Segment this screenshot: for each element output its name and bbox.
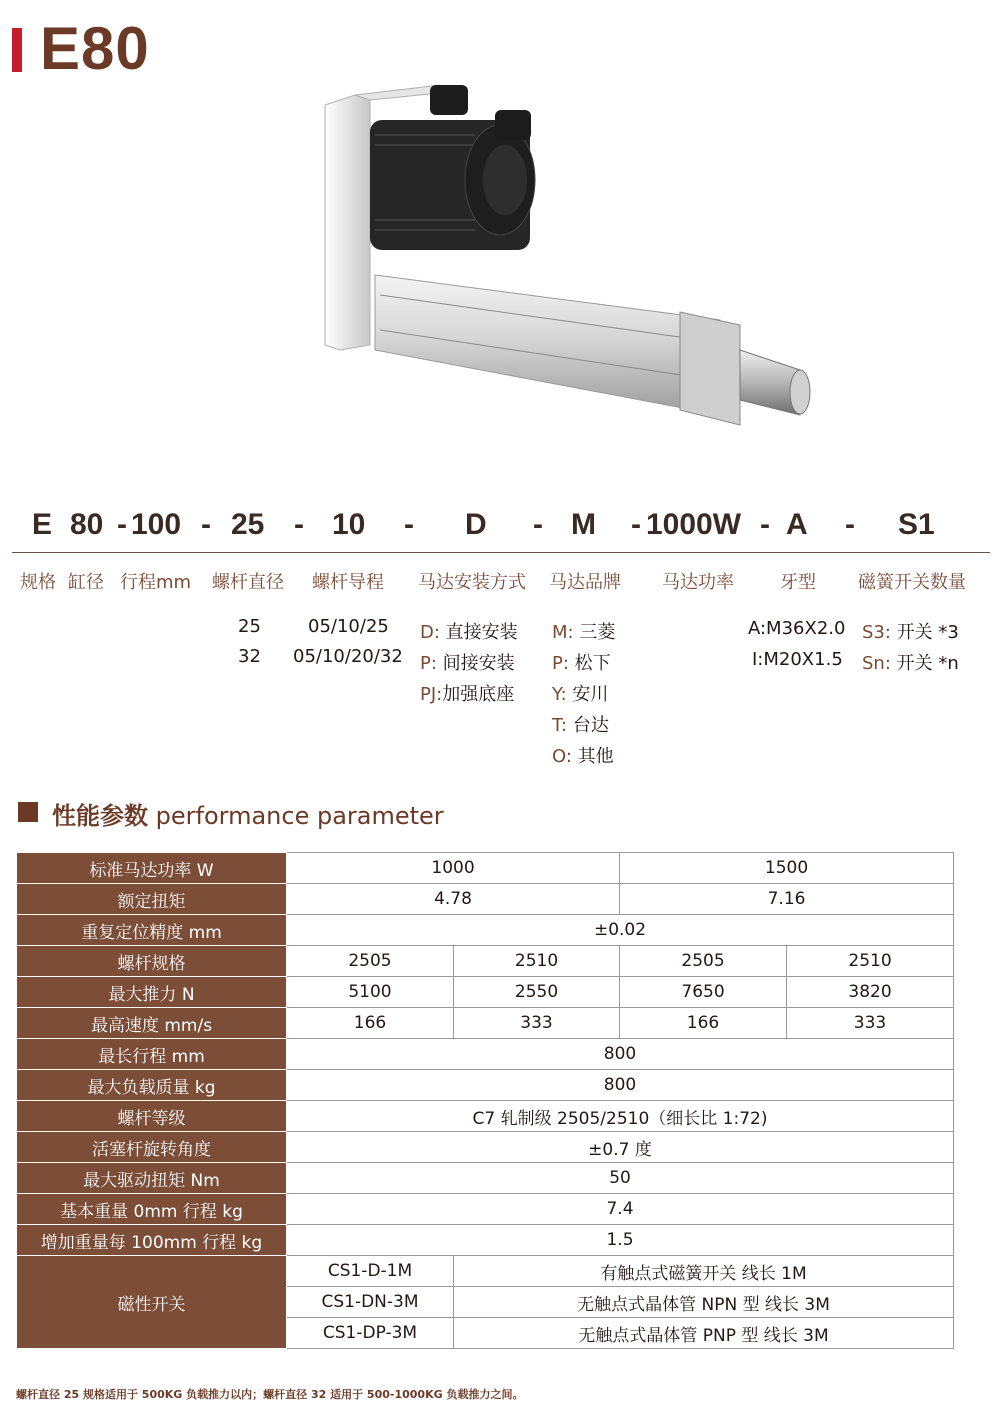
table-cell: CS1-DN-3M [287,1287,454,1318]
label-thread: 牙型 [780,572,816,593]
code-part: A [786,508,808,541]
table-cell: 4.78 [287,884,620,915]
mount-code: P: [420,653,437,674]
table-cell: 333 [787,1008,954,1039]
mount-text: 直接安装 [445,622,518,643]
screw-diameter-option: 25 [238,616,261,637]
code-part: 1000W [646,508,742,541]
brand-text: 安川 [572,684,609,705]
table-row [17,1101,954,1132]
code-divider [12,552,990,553]
table-row [17,1256,954,1287]
row-header: 额定扭矩 [17,884,287,915]
table-cell: 166 [620,1008,787,1039]
code-part: D [465,508,487,541]
table-cell: 2550 [454,977,620,1008]
screw-lead-option: 05/10/25 [308,616,389,637]
thread-option: A:M36X2.0 [748,618,846,639]
code-part: 10 [332,508,366,541]
table-cell: 1000 [287,853,620,884]
table-row [17,946,954,977]
brand-text: 三菱 [579,622,616,643]
thread-option: I:M20X1.5 [752,649,843,670]
table-row [17,1039,954,1070]
table-row [17,1225,954,1256]
code-part: S1 [898,508,935,541]
label-mount: 马达安装方式 [418,572,526,593]
switch-option [862,618,959,644]
table-cell: 2510 [787,946,954,977]
table-cell: 无触点式晶体管 PNP 型 线长 3M [454,1318,954,1349]
label-stroke: 行程mm [120,572,192,593]
code-part: M [571,508,596,541]
code-part: - [631,508,641,541]
section-title-en: performance parameter [155,802,444,830]
table-row [17,1008,954,1039]
label-switch-count: 磁簧开关数量 [858,572,966,593]
switch-code: Sn: [862,653,891,674]
code-part: - [201,508,211,541]
table-cell: ±0.02 [287,915,954,946]
code-labels [0,568,1000,594]
brand-code: P: [552,653,569,674]
section-marker [18,802,38,822]
table-cell: 166 [287,1008,454,1039]
mount-option [420,618,518,644]
table-cell: 2505 [620,946,787,977]
table-cell: 2510 [454,946,620,977]
table-cell: 800 [287,1039,954,1070]
code-part: - [760,508,770,541]
table-cell: 3820 [787,977,954,1008]
brand-option [552,680,608,706]
brand-code: T: [552,715,568,736]
code-part: 80 [70,508,104,541]
actuator-product-image [300,80,820,450]
row-header: 活塞杆旋转角度 [17,1132,287,1163]
table-row [17,1163,954,1194]
row-header: 磁性开关 [17,1256,287,1349]
switch-option [862,649,959,675]
screw-diameter-option: 32 [238,646,261,667]
switch-code: S3: [862,622,891,643]
table-cell: 1.5 [287,1225,954,1256]
label-brand: 马达品牌 [549,572,621,593]
brand-code: M: [552,622,574,643]
mount-option [420,649,515,675]
code-part: - [117,508,127,541]
code-part: 100 [131,508,182,541]
table-cell: 5100 [287,977,454,1008]
section-title [52,796,444,831]
switch-text: 开关 *3 [896,622,959,643]
label-screw-diameter: 螺杆直径 [212,572,284,593]
screw-lead-option: 05/10/20/32 [293,646,403,667]
brand-option [552,618,615,644]
table-row [17,1132,954,1163]
table-cell: 1500 [620,853,954,884]
page-title: E80 [40,15,150,82]
row-header: 基本重量 0mm 行程 kg [17,1194,287,1225]
code-part: - [845,508,855,541]
table-row [17,1070,954,1101]
model-code [0,508,1000,548]
row-header: 最高速度 mm/s [17,1008,287,1039]
table-cell: 333 [454,1008,620,1039]
table-cell: 无触点式晶体管 NPN 型 线长 3M [454,1287,954,1318]
table-row [17,853,954,884]
brand-option [552,711,609,737]
table-cell: C7 轧制级 2505/2510（细长比 1:72) [287,1101,954,1132]
table-cell: 50 [287,1163,954,1194]
row-header: 增加重量每 100mm 行程 kg [17,1225,287,1256]
label-bore: 缸径 [68,572,104,593]
row-header: 标准马达功率 W [17,853,287,884]
code-part: E [32,508,53,541]
label-screw-lead: 螺杆导程 [312,572,384,593]
label-spec: 规格 [20,572,56,593]
title-accent-bar [12,28,22,72]
brand-text: 台达 [572,715,609,736]
brand-option [552,742,614,768]
code-part: - [404,508,414,541]
mount-code: D: [420,622,440,643]
mount-text: 加强底座 [442,684,515,705]
table-cell: 7.16 [620,884,954,915]
table-cell: 有触点式磁簧开关 线长 1M [454,1256,954,1287]
table-cell: CS1-DP-3M [287,1318,454,1349]
section-title-cn: 性能参数 [52,802,148,830]
table-cell: CS1-D-1M [287,1256,454,1287]
performance-table [16,852,954,1349]
table-cell: ±0.7 度 [287,1132,954,1163]
brand-text: 松下 [574,653,611,674]
table-row [17,884,954,915]
row-header: 螺杆等级 [17,1101,287,1132]
code-part: - [533,508,543,541]
row-header: 最大推力 N [17,977,287,1008]
mount-text: 间接安装 [442,653,515,674]
mount-option [420,680,514,706]
code-part: 25 [231,508,265,541]
row-header: 最长行程 mm [17,1039,287,1070]
table-cell: 800 [287,1070,954,1101]
footnote: 螺杆直径 25 规格适用于 500KG 负载推力以内；螺杆直径 32 适用于 500-1000KG 负载推力之间。 [16,1388,524,1401]
mount-code: PJ: [420,684,443,705]
table-row [17,977,954,1008]
brand-option [552,649,611,675]
brand-code: O: [552,746,572,767]
row-header: 螺杆规格 [17,946,287,977]
row-header: 最大负载质量 kg [17,1070,287,1101]
table-cell: 2505 [287,946,454,977]
brand-text: 其他 [577,746,614,767]
table-cell: 7.4 [287,1194,954,1225]
label-power: 马达功率 [662,572,734,593]
row-header: 最大驱动扭矩 Nm [17,1163,287,1194]
row-header: 重复定位精度 mm [17,915,287,946]
brand-code: Y: [552,684,567,705]
code-part: - [294,508,304,541]
table-row [17,915,954,946]
switch-text: 开关 *n [896,653,959,674]
table-row [17,1194,954,1225]
table-cell: 7650 [620,977,787,1008]
